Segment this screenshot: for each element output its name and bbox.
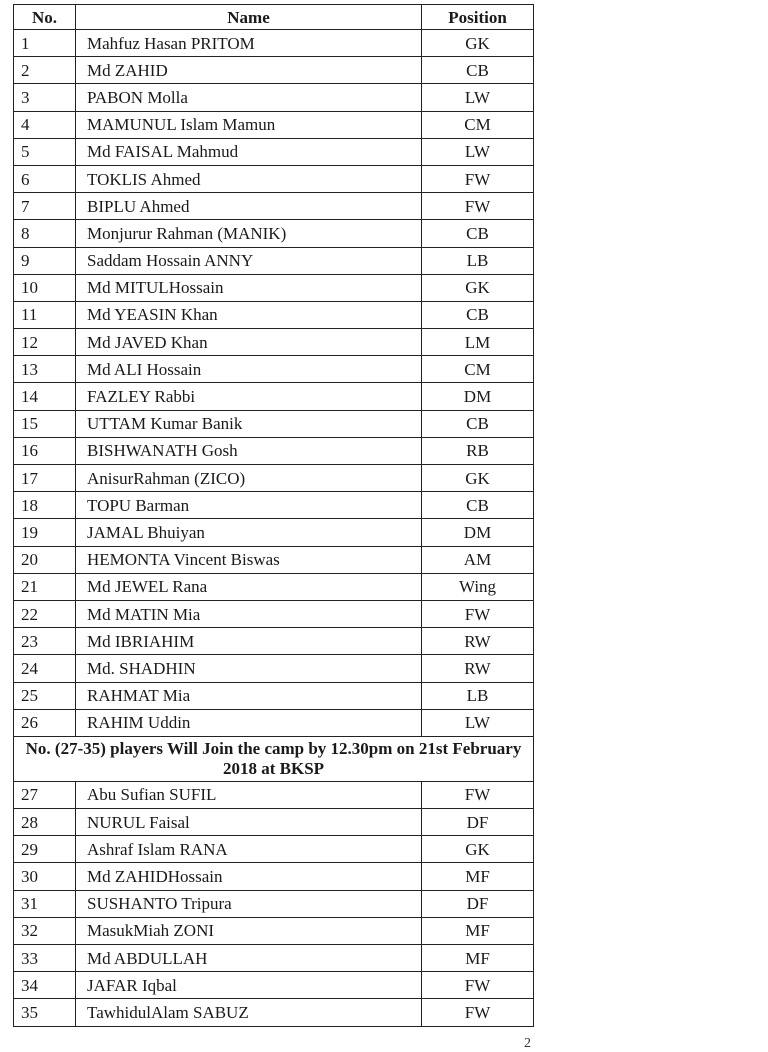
player-position: FW [422, 999, 534, 1026]
player-name: Md YEASIN Khan [76, 301, 422, 328]
player-name: TawhidulAlam SABUZ [76, 999, 422, 1026]
player-name: Md MITULHossain [76, 274, 422, 301]
player-number: 11 [14, 301, 76, 328]
player-position: LW [422, 84, 534, 111]
table-row [14, 628, 534, 655]
player-name: Md ALI Hossain [76, 356, 422, 383]
player-position: GK [422, 274, 534, 301]
table-row [14, 573, 534, 600]
player-name: Md ZAHIDHossain [76, 863, 422, 890]
header-name: Name [76, 5, 422, 30]
table-row [14, 709, 534, 736]
player-name: BIPLU Ahmed [76, 193, 422, 220]
player-name: Md JAVED Khan [76, 329, 422, 356]
player-number: 34 [14, 972, 76, 999]
player-position: CB [422, 410, 534, 437]
table-row [14, 437, 534, 464]
player-name: SUSHANTO Tripura [76, 890, 422, 917]
player-name: Abu Sufian SUFIL [76, 781, 422, 808]
table-row [14, 138, 534, 165]
player-number: 24 [14, 655, 76, 682]
player-position: GK [422, 465, 534, 492]
player-position: DM [422, 519, 534, 546]
table-row [14, 220, 534, 247]
player-number: 1 [14, 30, 76, 57]
player-position: DF [422, 809, 534, 836]
player-position: CB [422, 492, 534, 519]
player-number: 21 [14, 573, 76, 600]
player-number: 31 [14, 890, 76, 917]
player-position: FW [422, 972, 534, 999]
table-row [14, 519, 534, 546]
player-name: Md. SHADHIN [76, 655, 422, 682]
page-number: 2 [524, 1036, 531, 1051]
table-row [14, 57, 534, 84]
player-name: Md JEWEL Rana [76, 573, 422, 600]
player-position: RB [422, 437, 534, 464]
player-name: JAFAR Iqbal [76, 972, 422, 999]
player-position: AM [422, 546, 534, 573]
player-position: LW [422, 709, 534, 736]
table-row [14, 465, 534, 492]
table-row [14, 945, 534, 972]
player-position: LB [422, 682, 534, 709]
table-row [14, 193, 534, 220]
table-row [14, 781, 534, 808]
player-number: 15 [14, 410, 76, 437]
player-name: BISHWANATH Gosh [76, 437, 422, 464]
header-no: No. [14, 5, 76, 30]
player-position: CB [422, 57, 534, 84]
player-name: MAMUNUL Islam Mamun [76, 111, 422, 138]
player-position: GK [422, 30, 534, 57]
player-name: Md MATIN Mia [76, 600, 422, 627]
player-position: FW [422, 193, 534, 220]
table-row [14, 84, 534, 111]
player-name: Md IBRIAHIM [76, 628, 422, 655]
player-name: RAHMAT Mia [76, 682, 422, 709]
table-row [14, 111, 534, 138]
table-row [14, 999, 534, 1026]
player-name: JAMAL Bhuiyan [76, 519, 422, 546]
player-position: LB [422, 247, 534, 274]
player-position: LM [422, 329, 534, 356]
player-position: FW [422, 781, 534, 808]
table-row [14, 356, 534, 383]
table-row [14, 836, 534, 863]
player-rows-group-b [14, 781, 534, 1026]
player-number: 22 [14, 600, 76, 627]
player-number: 7 [14, 193, 76, 220]
player-name: TOPU Barman [76, 492, 422, 519]
player-list-document [13, 4, 533, 1027]
player-number: 9 [14, 247, 76, 274]
player-number: 29 [14, 836, 76, 863]
table-row [14, 546, 534, 573]
player-number: 19 [14, 519, 76, 546]
player-name: Saddam Hossain ANNY [76, 247, 422, 274]
player-number: 16 [14, 437, 76, 464]
table-row [14, 655, 534, 682]
player-number: 13 [14, 356, 76, 383]
player-number: 8 [14, 220, 76, 247]
player-number: 25 [14, 682, 76, 709]
table-row [14, 600, 534, 627]
table-row [14, 890, 534, 917]
player-name: UTTAM Kumar Banik [76, 410, 422, 437]
player-name: RAHIM Uddin [76, 709, 422, 736]
player-rows-group-a [14, 30, 534, 737]
player-position: FW [422, 165, 534, 192]
player-number: 32 [14, 917, 76, 944]
table-row [14, 863, 534, 890]
header-row [14, 5, 534, 30]
player-number: 12 [14, 329, 76, 356]
player-number: 30 [14, 863, 76, 890]
player-name: Md FAISAL Mahmud [76, 138, 422, 165]
player-number: 18 [14, 492, 76, 519]
table-row [14, 492, 534, 519]
table-row [14, 917, 534, 944]
player-name: NURUL Faisal [76, 809, 422, 836]
player-position: CM [422, 111, 534, 138]
table-row [14, 383, 534, 410]
table-row [14, 329, 534, 356]
table-row [14, 682, 534, 709]
player-number: 14 [14, 383, 76, 410]
player-number: 23 [14, 628, 76, 655]
join-camp-notice: No. (27-35) players Will Join the camp by 12.30pm on 21st February 2018 at BKSP [14, 736, 534, 781]
header-position: Position [422, 5, 534, 30]
player-number: 2 [14, 57, 76, 84]
player-number: 33 [14, 945, 76, 972]
player-name: PABON Molla [76, 84, 422, 111]
player-position: LW [422, 138, 534, 165]
player-name: MasukMiah ZONI [76, 917, 422, 944]
player-name: Md ABDULLAH [76, 945, 422, 972]
player-number: 28 [14, 809, 76, 836]
table-row [14, 972, 534, 999]
player-number: 35 [14, 999, 76, 1026]
player-position: DM [422, 383, 534, 410]
player-name: Monjurur Rahman (MANIK) [76, 220, 422, 247]
player-position: MF [422, 945, 534, 972]
player-position: MF [422, 917, 534, 944]
table-row [14, 301, 534, 328]
player-number: 27 [14, 781, 76, 808]
table-row [14, 809, 534, 836]
table-row [14, 165, 534, 192]
player-position: FW [422, 600, 534, 627]
player-number: 26 [14, 709, 76, 736]
player-position: CB [422, 301, 534, 328]
player-name: FAZLEY Rabbi [76, 383, 422, 410]
player-position: DF [422, 890, 534, 917]
player-name: Ashraf Islam RANA [76, 836, 422, 863]
player-position: MF [422, 863, 534, 890]
player-position: RW [422, 655, 534, 682]
table-row [14, 30, 534, 57]
player-position: CB [422, 220, 534, 247]
player-number: 10 [14, 274, 76, 301]
player-position: GK [422, 836, 534, 863]
player-name: Mahfuz Hasan PRITOM [76, 30, 422, 57]
player-number: 4 [14, 111, 76, 138]
player-position: CM [422, 356, 534, 383]
player-name: Md ZAHID [76, 57, 422, 84]
player-number: 6 [14, 165, 76, 192]
player-name: TOKLIS Ahmed [76, 165, 422, 192]
table-row [14, 247, 534, 274]
table-row [14, 410, 534, 437]
player-position: Wing [422, 573, 534, 600]
player-number: 5 [14, 138, 76, 165]
notice-row [14, 736, 534, 781]
table-row [14, 274, 534, 301]
player-number: 3 [14, 84, 76, 111]
player-number: 20 [14, 546, 76, 573]
player-number: 17 [14, 465, 76, 492]
player-position: RW [422, 628, 534, 655]
player-name: AnisurRahman (ZICO) [76, 465, 422, 492]
player-table [13, 4, 534, 1027]
player-name: HEMONTA Vincent Biswas [76, 546, 422, 573]
